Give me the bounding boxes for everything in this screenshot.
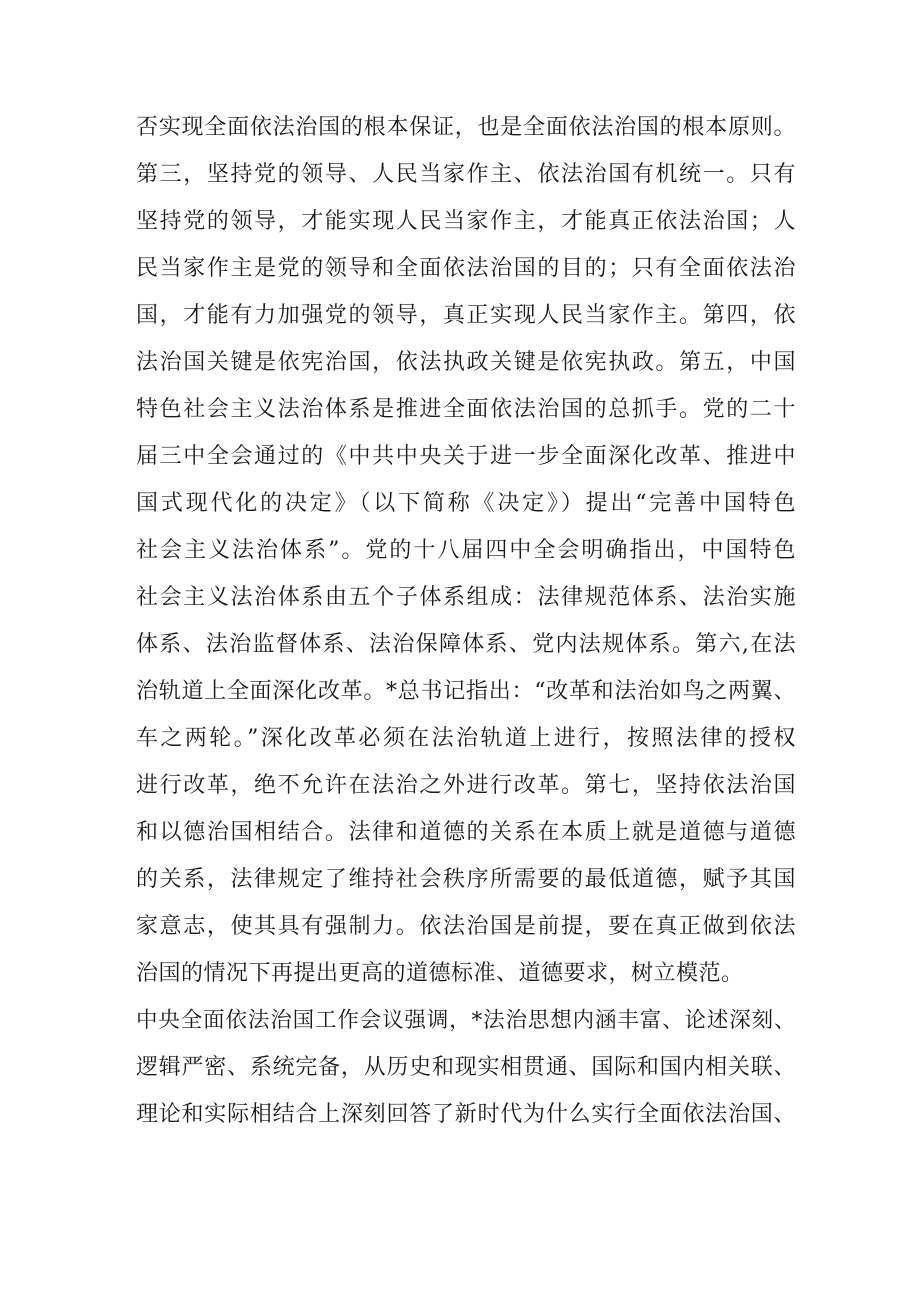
- text-line: 逻辑严密、系统完备，从历史和现实相贯通、国际和国内相关联、: [136, 1055, 796, 1080]
- body-text: [136, 104, 796, 1138]
- text-line: 的关系，法律规定了维持社会秩序所需要的最低道德，赋予其国: [136, 867, 796, 892]
- text-line: 治国的情况下再提出更高的道德标准、道德要求，树立模范。: [136, 961, 744, 986]
- text-line: 社会主义法治体系由五个子体系组成：法律规范体系、法治实施: [136, 585, 796, 610]
- text-line: 特色社会主义法治体系是推进全面依法治国的总抓手。党的二十: [136, 397, 796, 422]
- text-line: 社会主义法治体系”。党的十八届四中全会明确指出，中国特色: [136, 538, 796, 563]
- text-line: 国式现代化的决定》（以下简称《决定》）提出“完善中国特色: [136, 491, 796, 516]
- text-line: 进行改革，绝不允许在法治之外进行改革。第七，坚持依法治国: [136, 773, 796, 798]
- text-line: 治轨道上全面深化改革。*总书记指出：“改革和法治如鸟之两翼、: [136, 679, 796, 704]
- text-line: 国，才能有力加强党的领导，真正实现人民当家作主。第四，依: [136, 303, 796, 328]
- text-line: 理论和实际相结合上深刻回答了新时代为什么实行全面依法治国、: [136, 1102, 796, 1127]
- text-line: 坚持党的领导，才能实现人民当家作主，才能真正依法治国；人: [136, 209, 796, 234]
- text-line: 届三中全会通过的《中共中央关于进一步全面深化改革、推进中: [136, 444, 796, 469]
- text-line: 和以德治国相结合。法律和道德的关系在本质上就是道德与道德: [136, 820, 796, 845]
- text-line: 否实现全面依法治国的根本保证，也是全面依法治国的根本原则。: [136, 115, 796, 140]
- text-line: 第三，坚持党的领导、人民当家作主、依法治国有机统一。只有: [136, 162, 796, 187]
- text-line: 民当家作主是党的领导和全面依法治国的目的；只有全面依法治: [136, 256, 796, 281]
- text-line: 车之两轮。”深化改革必须在法治轨道上进行，按照法律的授权: [136, 726, 796, 751]
- text-line: 法治国关键是依宪治国，依法执政关键是依宪执政。第五，中国: [136, 350, 796, 375]
- text-line: 家意志，使其具有强制力。依法治国是前提，要在真正做到依法: [136, 914, 796, 939]
- text-line: 中央全面依法治国工作会议强调，*法治思想内涵丰富、论述深刻、: [136, 1008, 796, 1033]
- text-line: 体系、法治监督体系、法治保障体系、党内法规体系。第六,在法: [136, 632, 796, 657]
